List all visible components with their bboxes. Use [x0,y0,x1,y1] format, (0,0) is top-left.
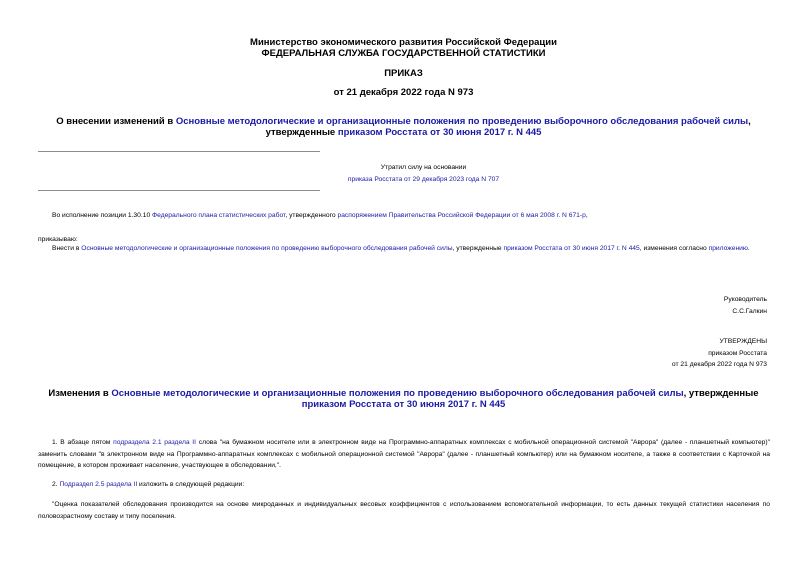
divider-bottom [38,190,320,191]
approval-block [672,336,767,371]
approval-date: от 21 декабря 2022 года N 973 [671,361,767,368]
changes-title: Изменения в Основные методологические и организационные положения по проведению выборочного обследования рабочей силы, утвержденные приказом Росстата от 30 июня 2017 г. N 445 [48,388,759,410]
changes-order-445-link[interactable]: приказом Росстата от 30 июня 2017 г. N 445 [301,399,506,410]
document-title: О внесении изменений в Основные методологические и организационные положения по проведению выборочного обследования рабочей силы, утвержденные приказом Росстата от 30 июня 2017 г. N 445 [56,116,751,138]
approval-label: УТВЕРЖДЕНЫ [719,338,767,345]
title-link-order-445[interactable]: приказом Росстата от 30 июня 2017 г. N 445 [337,127,542,138]
signature-block [724,294,767,317]
divider-top [38,151,320,152]
federal-plan-link[interactable]: Федерального плана статистических работ [152,212,286,219]
title-link-methodology[interactable]: Основные методологические и организационные положения по проведению выборочного обследования рабочей силы [175,116,749,127]
quoted-paragraph: "Оценка показателей обследования производится на основе микроданных и индивидуальных весовых коэффициентов с использованием вспомогательной информации, то есть данных текущей статистики населения по половозрастному составу и типу поселения. [38,501,770,520]
order-445-link[interactable]: приказом Росстата от 30 июня 2017 г. N 445 [503,245,640,252]
service-name: ФЕДЕРАЛЬНАЯ СЛУЖБА ГОСУДАРСТВЕННОЙ СТАТИСТИКИ [261,48,546,59]
doc-type: ПРИКАЗ [384,68,423,79]
order-word: приказываю: [38,236,78,243]
approval-by: приказом Росстата [708,349,767,357]
signature-role: Руководитель [723,296,767,303]
order-item: Внести в Основные методологические и организационные положения по проведению выборочного обследования рабочей силы, утвержденные приказом Росстата от 30 июня 2017 г. N 445, изменения согласно приложению. [52,245,750,252]
subsection-2-5-link[interactable]: Подраздел 2.5 раздела II [59,481,138,488]
order-methodology-link[interactable]: Основные методологические и организационные положения по проведению выборочного обследования рабочей силы [81,245,453,252]
status-note: Утратил силу на основании приказа Росстата от 29 декабря 2023 года N 707 [320,162,527,185]
change-item-2: 2. Подраздел 2.5 раздела II изложить в следующей редакции: [52,481,245,488]
ministry-name: Министерство экономического развития Российской Федерации [250,37,557,48]
preamble-paragraph: Во исполнение позиции 1.30.10 Федерального плана статистических работ, утвержденного распоряжением Правительства Российской Федерации от 6 мая 2008 г. N 671-р, [52,212,588,219]
subsection-2-1-link[interactable]: подраздела 2.1 раздела II [113,439,197,446]
status-note-link[interactable]: приказа Росстата от 29 декабря 2023 года N 707 [347,175,500,183]
appendix-link[interactable]: приложению [708,245,748,252]
government-order-link[interactable]: распоряжением Правительства Российской Федерации от 6 мая 2008 г. N 671-р [337,212,586,219]
changes-methodology-link[interactable]: Основные методологические и организационные положения по проведению выборочного обследования рабочей силы [111,388,684,399]
change-item-1: 1. В абзаце пятом подраздела 2.1 раздела II слова "на бумажном носителе или в электронном виде на Программно-аппаратных комплексах с мобильной операционной системой "Аврора" (далее - планшетный компьютер)" заменить словами "в электронном виде на Программно-аппаратных комплексах с мобильной операционной системой "Аврора" (далее - планшетный компьютер) или на бумажном носителе, а также в соответствии с Карточкой на помещение, в котором проживает население, участвующее в обследовании,". [38,439,771,469]
signature-name: С.С.Галкин [732,307,767,315]
doc-date: от 21 декабря 2022 года N 973 [333,87,474,98]
